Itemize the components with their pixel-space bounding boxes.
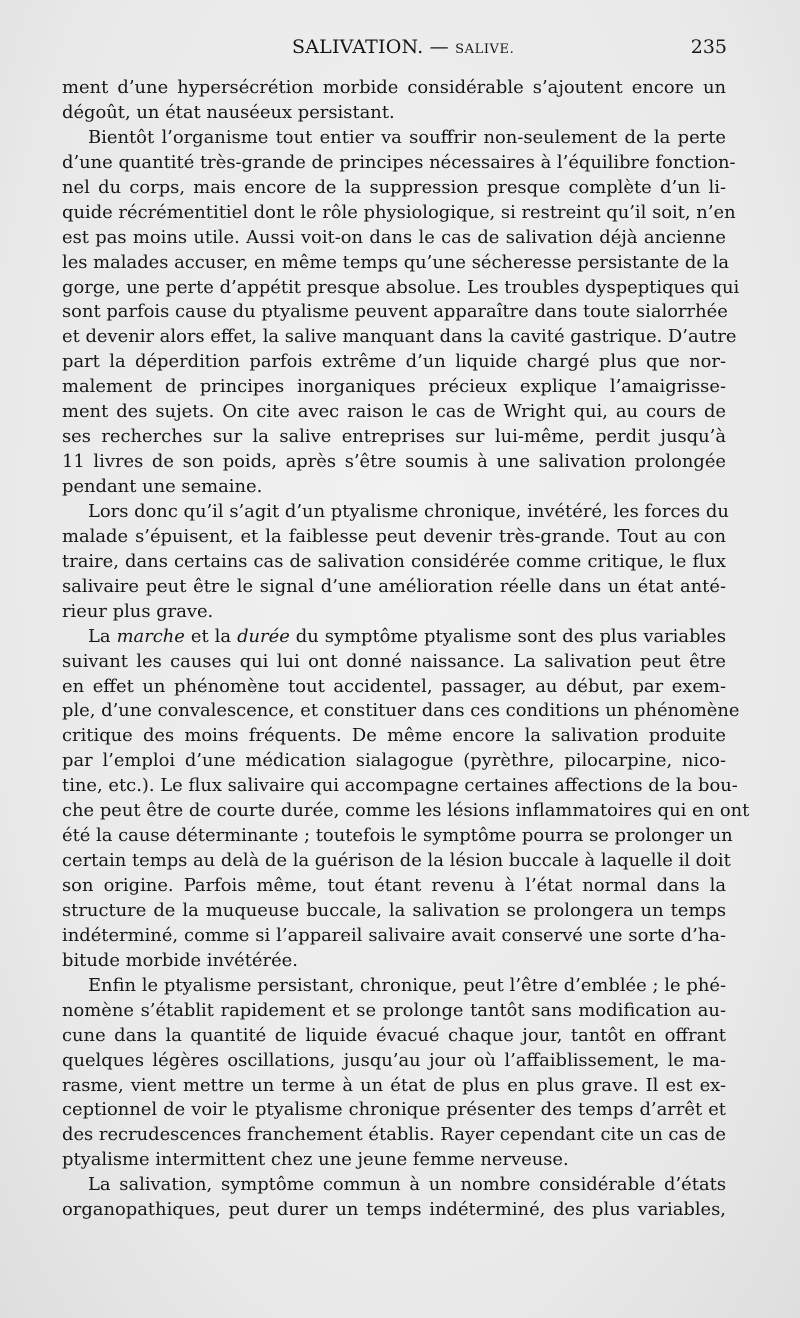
running-head [62,36,727,66]
paragraph-start-line: Lors donc qu’il s’agit d’un ptyalisme chronique, invétéré, les forces du [88,500,729,522]
text-line: été la cause déterminante ; toutefois le symptôme pourra se prolonger un [62,825,733,847]
text-line: rieur plus grave. [62,600,214,622]
title-dash: — [429,36,449,58]
text-line: par l’emploi d’une médication sialagogue (pyrèthre, pilocarpine, nico- [62,750,726,772]
text-line: rasme, vient mettre un terme à un état de plus en plus grave. Il est ex- [62,1074,726,1096]
text-line: des recrudescences franchement établis. Rayer cependant cite un cas de [62,1124,727,1146]
running-title [292,36,514,58]
text-line: certain temps au delà de la guérison de la lésion buccale à laquelle il doit [62,850,731,872]
text-line: nel du corps, mais encore de la suppression presque complète d’un li- [62,176,726,198]
text-line: d’une quantité très-grande de principes nécessaires à l’équilibre fonction- [62,151,736,173]
text-line: ptyalisme intermittent chez une jeune femme nerveuse. [62,1149,569,1171]
text-line: sont parfois cause du ptyalisme peuvent apparaître dans toute sialorrhée [62,301,728,323]
text-line: cune dans la quantité de liquide évacué chaque jour, tantôt en offrant [62,1024,726,1046]
text-line: ple, d’une convalescence, et constituer dans ces conditions un phénomène [62,700,740,722]
italic-term: durée [237,625,290,647]
paragraph-start-line: Bientôt l’organisme tout entier va souffrir non-seulement de la perte [88,126,726,148]
text-line: suivant les causes qui lui ont donné naissance. La salivation peut être [62,650,726,672]
text-line: critique des moins fréquents. De même encore la salivation produite [62,725,726,747]
text-line: ment des sujets. On cite avec raison le cas de Wright qui, au cours de [62,401,726,423]
text-line: et devenir alors effet, la salive manquant dans la cavité gastrique. D’autre [62,326,737,348]
text-line: traire, dans certains cas de salivation considérée comme critique, le flux [62,550,726,572]
text-line: che peut être de courte durée, comme les lésions inflammatoires qui en ont [62,800,750,822]
text-line: gorge, une perte d’appétit presque absolue. Les troubles dyspeptiques qui [62,276,740,298]
text-line: quide récrémentitiel dont le rôle physiologique, si restreint qu’il soit, n’en [62,201,736,223]
text-line: son origine. Parfois même, tout étant revenu à l’état normal dans la [62,875,726,896]
text-line: 11 livres de son poids, après s’être soumis à une salivation prolongée [62,451,726,473]
text-line: dégoût, un état nauséeux persistant. [62,101,395,123]
text-line: structure de la muqueuse buccale, la salivation se prolongera un temps [62,899,726,921]
paragraph-start-line [62,625,726,650]
text-line: quelques légères oscillations, jusqu’au jour où l’affaiblissement, le ma- [62,1049,726,1071]
text-span: La [88,625,117,647]
text-line: malement de principes inorganiques précieux explique l’amaigrisse- [62,376,726,398]
text-line: ceptionnel de voir le ptyalisme chronique présenter des temps d’arrêt et [62,1099,726,1121]
text-line: les malades accuser, en même temps qu’une sécheresse persistante de la [62,251,730,273]
text-line: est pas moins utile. Aussi voit-on dans le cas de salivation déjà ancienne [62,226,726,248]
text-line: organopathiques, peut durer un temps indéterminé, des plus variables, [62,1199,726,1221]
italic-term: marche [116,625,185,647]
body-text [62,76,750,1223]
paragraph-start-line: La salivation, symptôme commun à un nombre considérable d’états [88,1174,726,1196]
page-number: 235 [690,36,727,58]
paragraph-start-line: Enfin le ptyalisme persistant, chronique, peut l’être d’emblée ; le phé- [88,974,726,996]
text-line: nomène s’établit rapidement et se prolonge tantôt sans modification au- [62,999,726,1021]
text-line: bitude morbide invétérée. [62,949,298,971]
text-line: pendant une semaine. [62,476,263,497]
text-line: malade s’épuisent, et la faiblesse peut devenir très-grande. Tout au con [62,525,726,547]
text-line: en effet un phénomène tout accidentel, passager, au début, par exem- [62,675,726,697]
text-line: tine, etc.). Le flux salivaire qui accompagne certaines affections de la bou- [62,775,738,797]
text-line: salivaire peut être le signal d’une amélioration réelle dans un état anté- [62,575,726,597]
text-line: part la déperdition parfois extrême d’un liquide chargé plus que nor- [62,351,726,373]
text-span: et la [184,625,238,647]
text-line: indéterminé, comme si l’appareil salivaire avait conservé une sorte d’ha- [62,924,726,946]
text-line: ses recherches sur la salive entreprises sur lui-même, perdit jusqu’à [62,426,726,448]
title-text: SALIVATION. [292,36,424,58]
text-line: ment d’une hypersécrétion morbide considérable s’ajoutent encore un [62,77,726,98]
title-subtitle: SALIVE. [455,42,515,57]
text-span: du symptôme ptyalisme sont des plus variables [289,625,727,647]
